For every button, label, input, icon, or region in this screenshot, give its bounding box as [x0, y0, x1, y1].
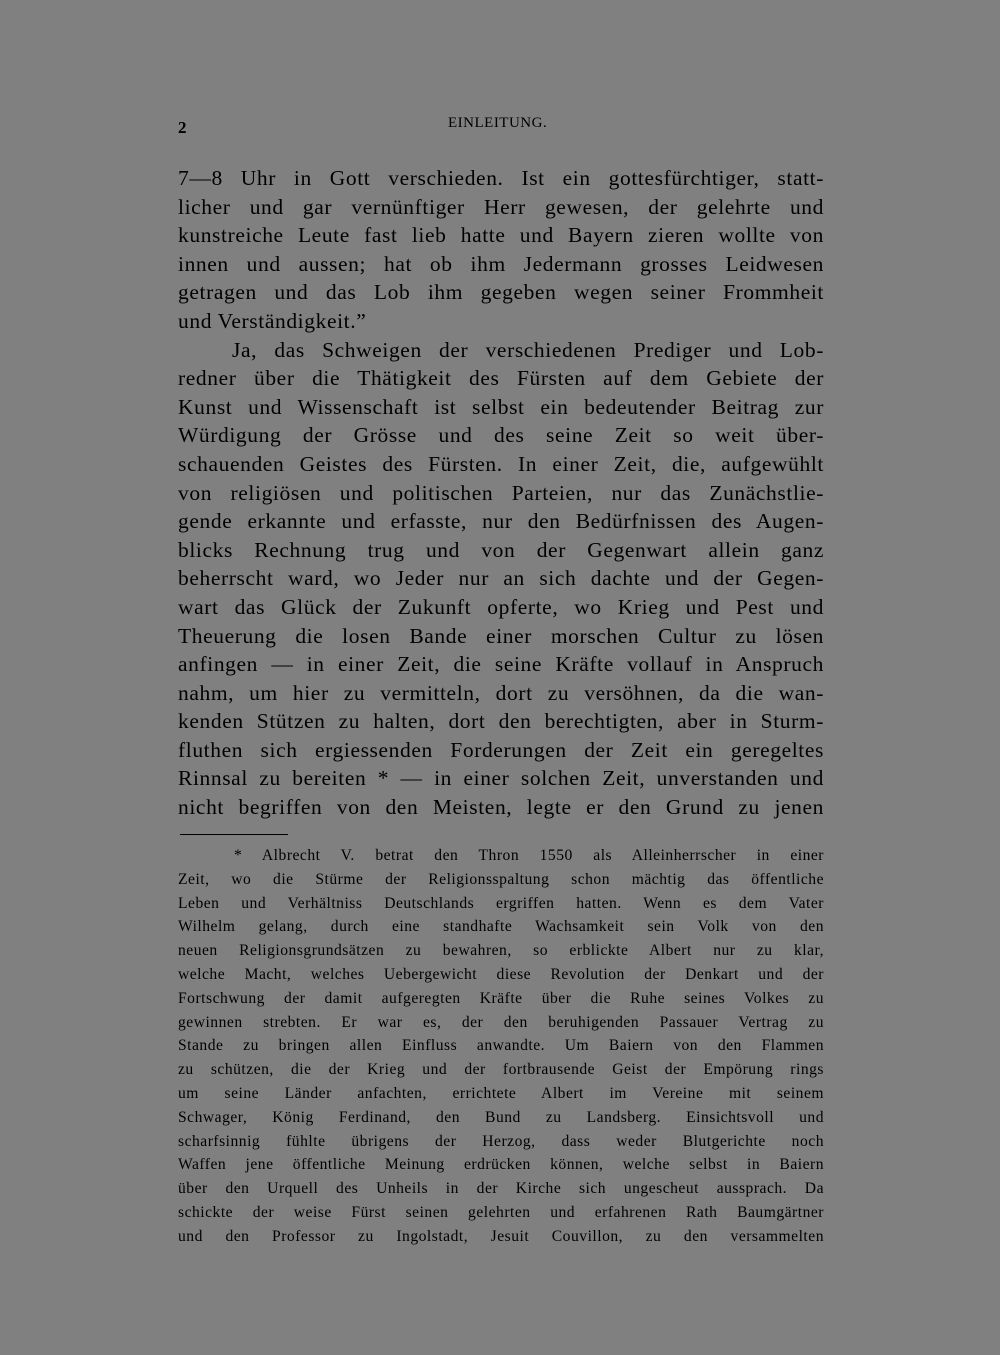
footnote-line: über den Urquell des Unheils in der Kirche sich ungescheut aussprach. Da [178, 1180, 824, 1198]
footnote-line: Waffen jene öffentliche Meinung erdrücken können, welche selbst in Baiern [178, 1156, 824, 1174]
footnote-line: * Albrecht V. betrat den Thron 1550 als Alleinherrscher in einer [234, 847, 824, 864]
footnote-line: Zeit, wo die Stürme der Religionsspaltung schon mächtig das öffentliche [178, 870, 824, 888]
footnote-line: Schwager, König Ferdinand, den Bund zu Landsberg. Einsichtsvoll und [178, 1108, 824, 1126]
footnote-line: Stande zu bringen allen Einfluss anwandte. Um Baiern von den Flammen [178, 1037, 824, 1055]
text-line: innen und aussen; hat ob ihm Jedermann grosses Leidwesen [178, 251, 824, 276]
footnote [178, 844, 824, 1249]
footnote-line: Leben und Verhältniss Deutschlands ergriffen hatten. Wenn es dem Vater [178, 894, 824, 912]
text-line: beherrscht ward, wo Jeder nur an sich dachte und der Gegen- [178, 566, 824, 591]
text-line: anfingen — in einer Zeit, die seine Kräfte vollauf in Anspruch [178, 652, 824, 677]
text-line: Kunst und Wissenschaft ist selbst ein bedeutender Beitrag zur [178, 394, 824, 419]
text-line: schauenden Geistes des Fürsten. In einer Zeit, die, aufgewühlt [178, 451, 824, 476]
footnote-line: zu schützen, die der Krieg und der fortbrausende Geist der Empörung rings [178, 1061, 824, 1079]
text-line: gende erkannte und erfasste, nur den Bedürfnissen des Augen- [178, 509, 824, 534]
text-line: kunstreiche Leute fast lieb hatte und Bayern zieren wollte von [178, 223, 824, 248]
text-line: fluthen sich ergiessenden Forderungen der Zeit ein geregeltes [178, 737, 824, 762]
text-line: Würdigung der Grösse und des seine Zeit so weit über- [178, 423, 824, 448]
text-line: getragen und das Lob ihm gegeben wegen seiner Frommheit [178, 280, 824, 305]
footnote-line: Wilhelm gelang, durch eine standhafte Wachsamkeit sein Volk von den [178, 918, 824, 936]
footnote-line: und den Professor zu Ingolstadt, Jesuit Couvillon, zu den versammelten [178, 1227, 824, 1245]
footnote-line: welche Macht, welches Uebergewicht diese Revolution der Denkart und der [178, 965, 824, 983]
page-header [178, 112, 824, 142]
footnote-divider [180, 834, 288, 835]
text-line: kenden Stützen zu halten, dort den berechtigten, aber in Sturm- [178, 709, 824, 734]
footnote-line: schickte der weise Fürst seinen gelehrten und erfahrenen Rath Baumgärtner [178, 1203, 824, 1221]
text-line: blicks Rechnung trug und von der Gegenwart allein ganz [178, 537, 824, 562]
text-line: 7—8 Uhr in Gott verschieden. Ist ein gottesfürchtiger, statt- [178, 166, 824, 190]
text-line: redner über die Thätigkeit des Fürsten auf dem Gebiete der [178, 366, 824, 391]
main-text [178, 164, 824, 822]
page-number: 2 [178, 118, 187, 137]
text-line: Theuerung die losen Bande einer morschen Cultur zu lösen [178, 623, 824, 648]
text-line: nicht begriffen von den Meisten, legte er den Grund zu jenen [178, 795, 824, 820]
footnote-line: Fortschwung der damit aufgeregten Kräfte über die Ruhe seines Volkes zu [178, 989, 824, 1007]
text-line: licher und gar vernünftiger Herr gewesen, der gelehrte und [178, 194, 824, 219]
footnote-line: neuen Religionsgrundsätzen zu bewahren, so erblickte Albert nur zu klar, [178, 942, 824, 960]
text-line: Rinnsal zu bereiten * — in einer solchen Zeit, unverstanden und [178, 766, 824, 791]
footnote-line: scharfsinnig fühlte übrigens der Herzog, dass weder Blutgerichte noch [178, 1132, 824, 1150]
text-line: wart das Glück der Zukunft opferte, wo Krieg und Pest und [178, 594, 824, 619]
footnote-line: um seine Länder anfachten, errichtete Albert im Vereine mit seinem [178, 1084, 824, 1102]
text-line: von religiösen und politischen Parteien, nur das Zunächstlie- [178, 480, 824, 505]
running-head: EINLEITUNG. [448, 115, 548, 131]
text-line: und Verständigkeit.” [178, 308, 367, 333]
text-line: nahm, um hier zu vermitteln, dort zu versöhnen, da die wan- [178, 680, 824, 705]
text-line: Ja, das Schweigen der verschiedenen Prediger und Lob- [232, 337, 824, 362]
footnote-line: gewinnen strebten. Er war es, der den beruhigenden Passauer Vertrag zu [178, 1013, 824, 1031]
